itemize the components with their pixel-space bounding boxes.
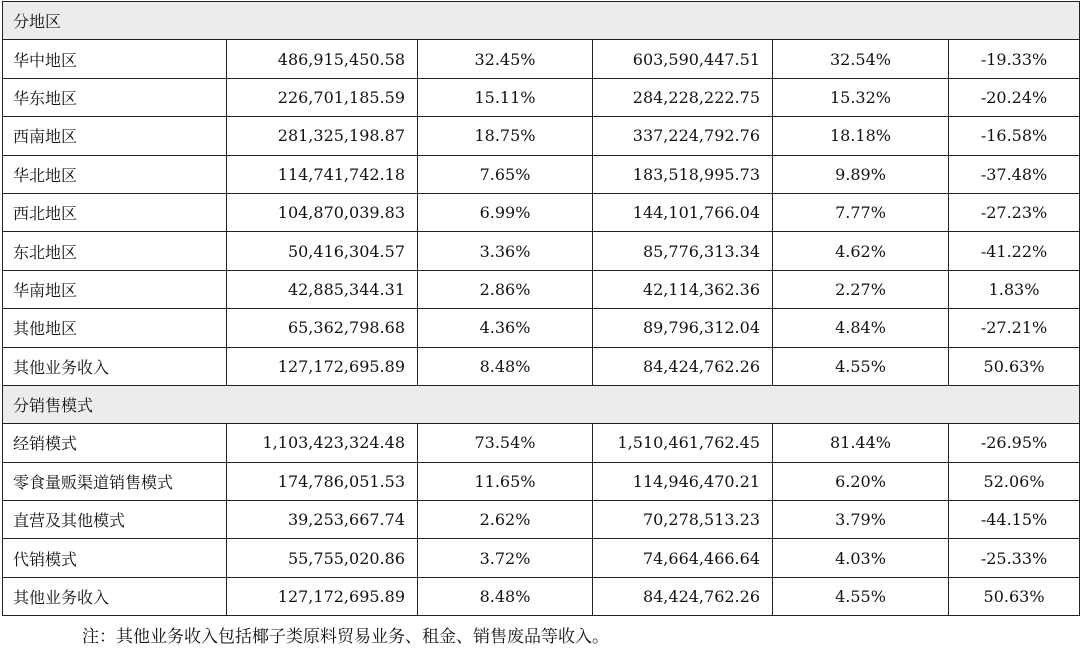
current-amount-cell: 39,253,667.74 bbox=[227, 501, 418, 539]
prior-share-cell: 4.84% bbox=[773, 309, 949, 347]
prior-share-cell: 4.55% bbox=[773, 577, 949, 615]
table-row bbox=[3, 270, 1080, 308]
table-row bbox=[3, 501, 1080, 539]
section-title: 分销售模式 bbox=[3, 385, 1080, 423]
row-label: 直营及其他模式 bbox=[3, 501, 227, 539]
prior-amount-cell: 42,114,362.36 bbox=[593, 270, 773, 308]
row-label: 零食量贩渠道销售模式 bbox=[3, 462, 227, 500]
current-share-cell: 11.65% bbox=[418, 462, 593, 500]
current-amount-cell: 42,885,344.31 bbox=[227, 270, 418, 308]
prior-share-cell: 7.77% bbox=[773, 193, 949, 231]
table-row bbox=[3, 155, 1080, 193]
change-rate-cell: -27.21% bbox=[949, 309, 1080, 347]
section-title: 分地区 bbox=[3, 2, 1080, 40]
prior-amount-cell: 183,518,995.73 bbox=[593, 155, 773, 193]
row-label: 东北地区 bbox=[3, 232, 227, 270]
prior-amount-cell: 337,224,792.76 bbox=[593, 117, 773, 155]
prior-share-cell: 81.44% bbox=[773, 424, 949, 462]
change-rate-cell: -20.24% bbox=[949, 78, 1080, 116]
current-amount-cell: 281,325,198.87 bbox=[227, 117, 418, 155]
section-header-row bbox=[3, 385, 1080, 423]
row-label: 经销模式 bbox=[3, 424, 227, 462]
row-label: 其他业务收入 bbox=[3, 577, 227, 615]
row-label: 华东地区 bbox=[3, 78, 227, 116]
footnote: 注：其他业务收入包括椰子类原料贸易业务、租金、销售废品等收入。 bbox=[82, 627, 609, 647]
current-amount-cell: 1,103,423,324.48 bbox=[227, 424, 418, 462]
prior-amount-cell: 84,424,762.26 bbox=[593, 577, 773, 615]
section-header-row bbox=[3, 2, 1080, 40]
row-label: 华中地区 bbox=[3, 40, 227, 78]
prior-share-cell: 2.27% bbox=[773, 270, 949, 308]
current-amount-cell: 174,786,051.53 bbox=[227, 462, 418, 500]
table-row bbox=[3, 539, 1080, 577]
current-amount-cell: 226,701,185.59 bbox=[227, 78, 418, 116]
change-rate-cell: -37.48% bbox=[949, 155, 1080, 193]
current-amount-cell: 55,755,020.86 bbox=[227, 539, 418, 577]
row-label: 其他业务收入 bbox=[3, 347, 227, 385]
current-share-cell: 2.86% bbox=[418, 270, 593, 308]
table-row bbox=[3, 78, 1080, 116]
table-row bbox=[3, 40, 1080, 78]
prior-share-cell: 15.32% bbox=[773, 78, 949, 116]
prior-share-cell: 9.89% bbox=[773, 155, 949, 193]
table-row bbox=[3, 462, 1080, 500]
current-share-cell: 73.54% bbox=[418, 424, 593, 462]
row-label: 华南地区 bbox=[3, 270, 227, 308]
change-rate-cell: -25.33% bbox=[949, 539, 1080, 577]
table-row bbox=[3, 347, 1080, 385]
current-amount-cell: 50,416,304.57 bbox=[227, 232, 418, 270]
current-share-cell: 7.65% bbox=[418, 155, 593, 193]
current-share-cell: 8.48% bbox=[418, 347, 593, 385]
prior-amount-cell: 144,101,766.04 bbox=[593, 193, 773, 231]
change-rate-cell: -26.95% bbox=[949, 424, 1080, 462]
change-rate-cell: -44.15% bbox=[949, 501, 1080, 539]
prior-share-cell: 4.03% bbox=[773, 539, 949, 577]
current-share-cell: 6.99% bbox=[418, 193, 593, 231]
prior-amount-cell: 84,424,762.26 bbox=[593, 347, 773, 385]
row-label: 其他地区 bbox=[3, 309, 227, 347]
prior-amount-cell: 89,796,312.04 bbox=[593, 309, 773, 347]
current-amount-cell: 127,172,695.89 bbox=[227, 347, 418, 385]
prior-amount-cell: 284,228,222.75 bbox=[593, 78, 773, 116]
change-rate-cell: 50.63% bbox=[949, 577, 1080, 615]
current-amount-cell: 104,870,039.83 bbox=[227, 193, 418, 231]
row-label: 西南地区 bbox=[3, 117, 227, 155]
prior-share-cell: 18.18% bbox=[773, 117, 949, 155]
current-amount-cell: 486,915,450.58 bbox=[227, 40, 418, 78]
prior-amount-cell: 74,664,466.64 bbox=[593, 539, 773, 577]
change-rate-cell: 1.83% bbox=[949, 270, 1080, 308]
prior-amount-cell: 114,946,470.21 bbox=[593, 462, 773, 500]
current-amount-cell: 65,362,798.68 bbox=[227, 309, 418, 347]
change-rate-cell: -16.58% bbox=[949, 117, 1080, 155]
row-label: 华北地区 bbox=[3, 155, 227, 193]
prior-amount-cell: 1,510,461,762.45 bbox=[593, 424, 773, 462]
current-share-cell: 3.36% bbox=[418, 232, 593, 270]
prior-amount-cell: 70,278,513.23 bbox=[593, 501, 773, 539]
table-row bbox=[3, 117, 1080, 155]
table-row bbox=[3, 424, 1080, 462]
prior-share-cell: 3.79% bbox=[773, 501, 949, 539]
table-row bbox=[3, 577, 1080, 615]
revenue-breakdown-table bbox=[2, 1, 1080, 616]
current-share-cell: 32.45% bbox=[418, 40, 593, 78]
current-amount-cell: 114,741,742.18 bbox=[227, 155, 418, 193]
prior-share-cell: 4.55% bbox=[773, 347, 949, 385]
change-rate-cell: -19.33% bbox=[949, 40, 1080, 78]
prior-amount-cell: 603,590,447.51 bbox=[593, 40, 773, 78]
change-rate-cell: 50.63% bbox=[949, 347, 1080, 385]
change-rate-cell: -41.22% bbox=[949, 232, 1080, 270]
table-row bbox=[3, 309, 1080, 347]
prior-share-cell: 32.54% bbox=[773, 40, 949, 78]
current-share-cell: 2.62% bbox=[418, 501, 593, 539]
change-rate-cell: 52.06% bbox=[949, 462, 1080, 500]
current-share-cell: 4.36% bbox=[418, 309, 593, 347]
prior-share-cell: 6.20% bbox=[773, 462, 949, 500]
change-rate-cell: -27.23% bbox=[949, 193, 1080, 231]
row-label: 西北地区 bbox=[3, 193, 227, 231]
current-amount-cell: 127,172,695.89 bbox=[227, 577, 418, 615]
row-label: 代销模式 bbox=[3, 539, 227, 577]
current-share-cell: 15.11% bbox=[418, 78, 593, 116]
prior-amount-cell: 85,776,313.34 bbox=[593, 232, 773, 270]
current-share-cell: 3.72% bbox=[418, 539, 593, 577]
table-row bbox=[3, 232, 1080, 270]
table-body bbox=[3, 2, 1080, 616]
table-row bbox=[3, 193, 1080, 231]
current-share-cell: 8.48% bbox=[418, 577, 593, 615]
current-share-cell: 18.75% bbox=[418, 117, 593, 155]
prior-share-cell: 4.62% bbox=[773, 232, 949, 270]
